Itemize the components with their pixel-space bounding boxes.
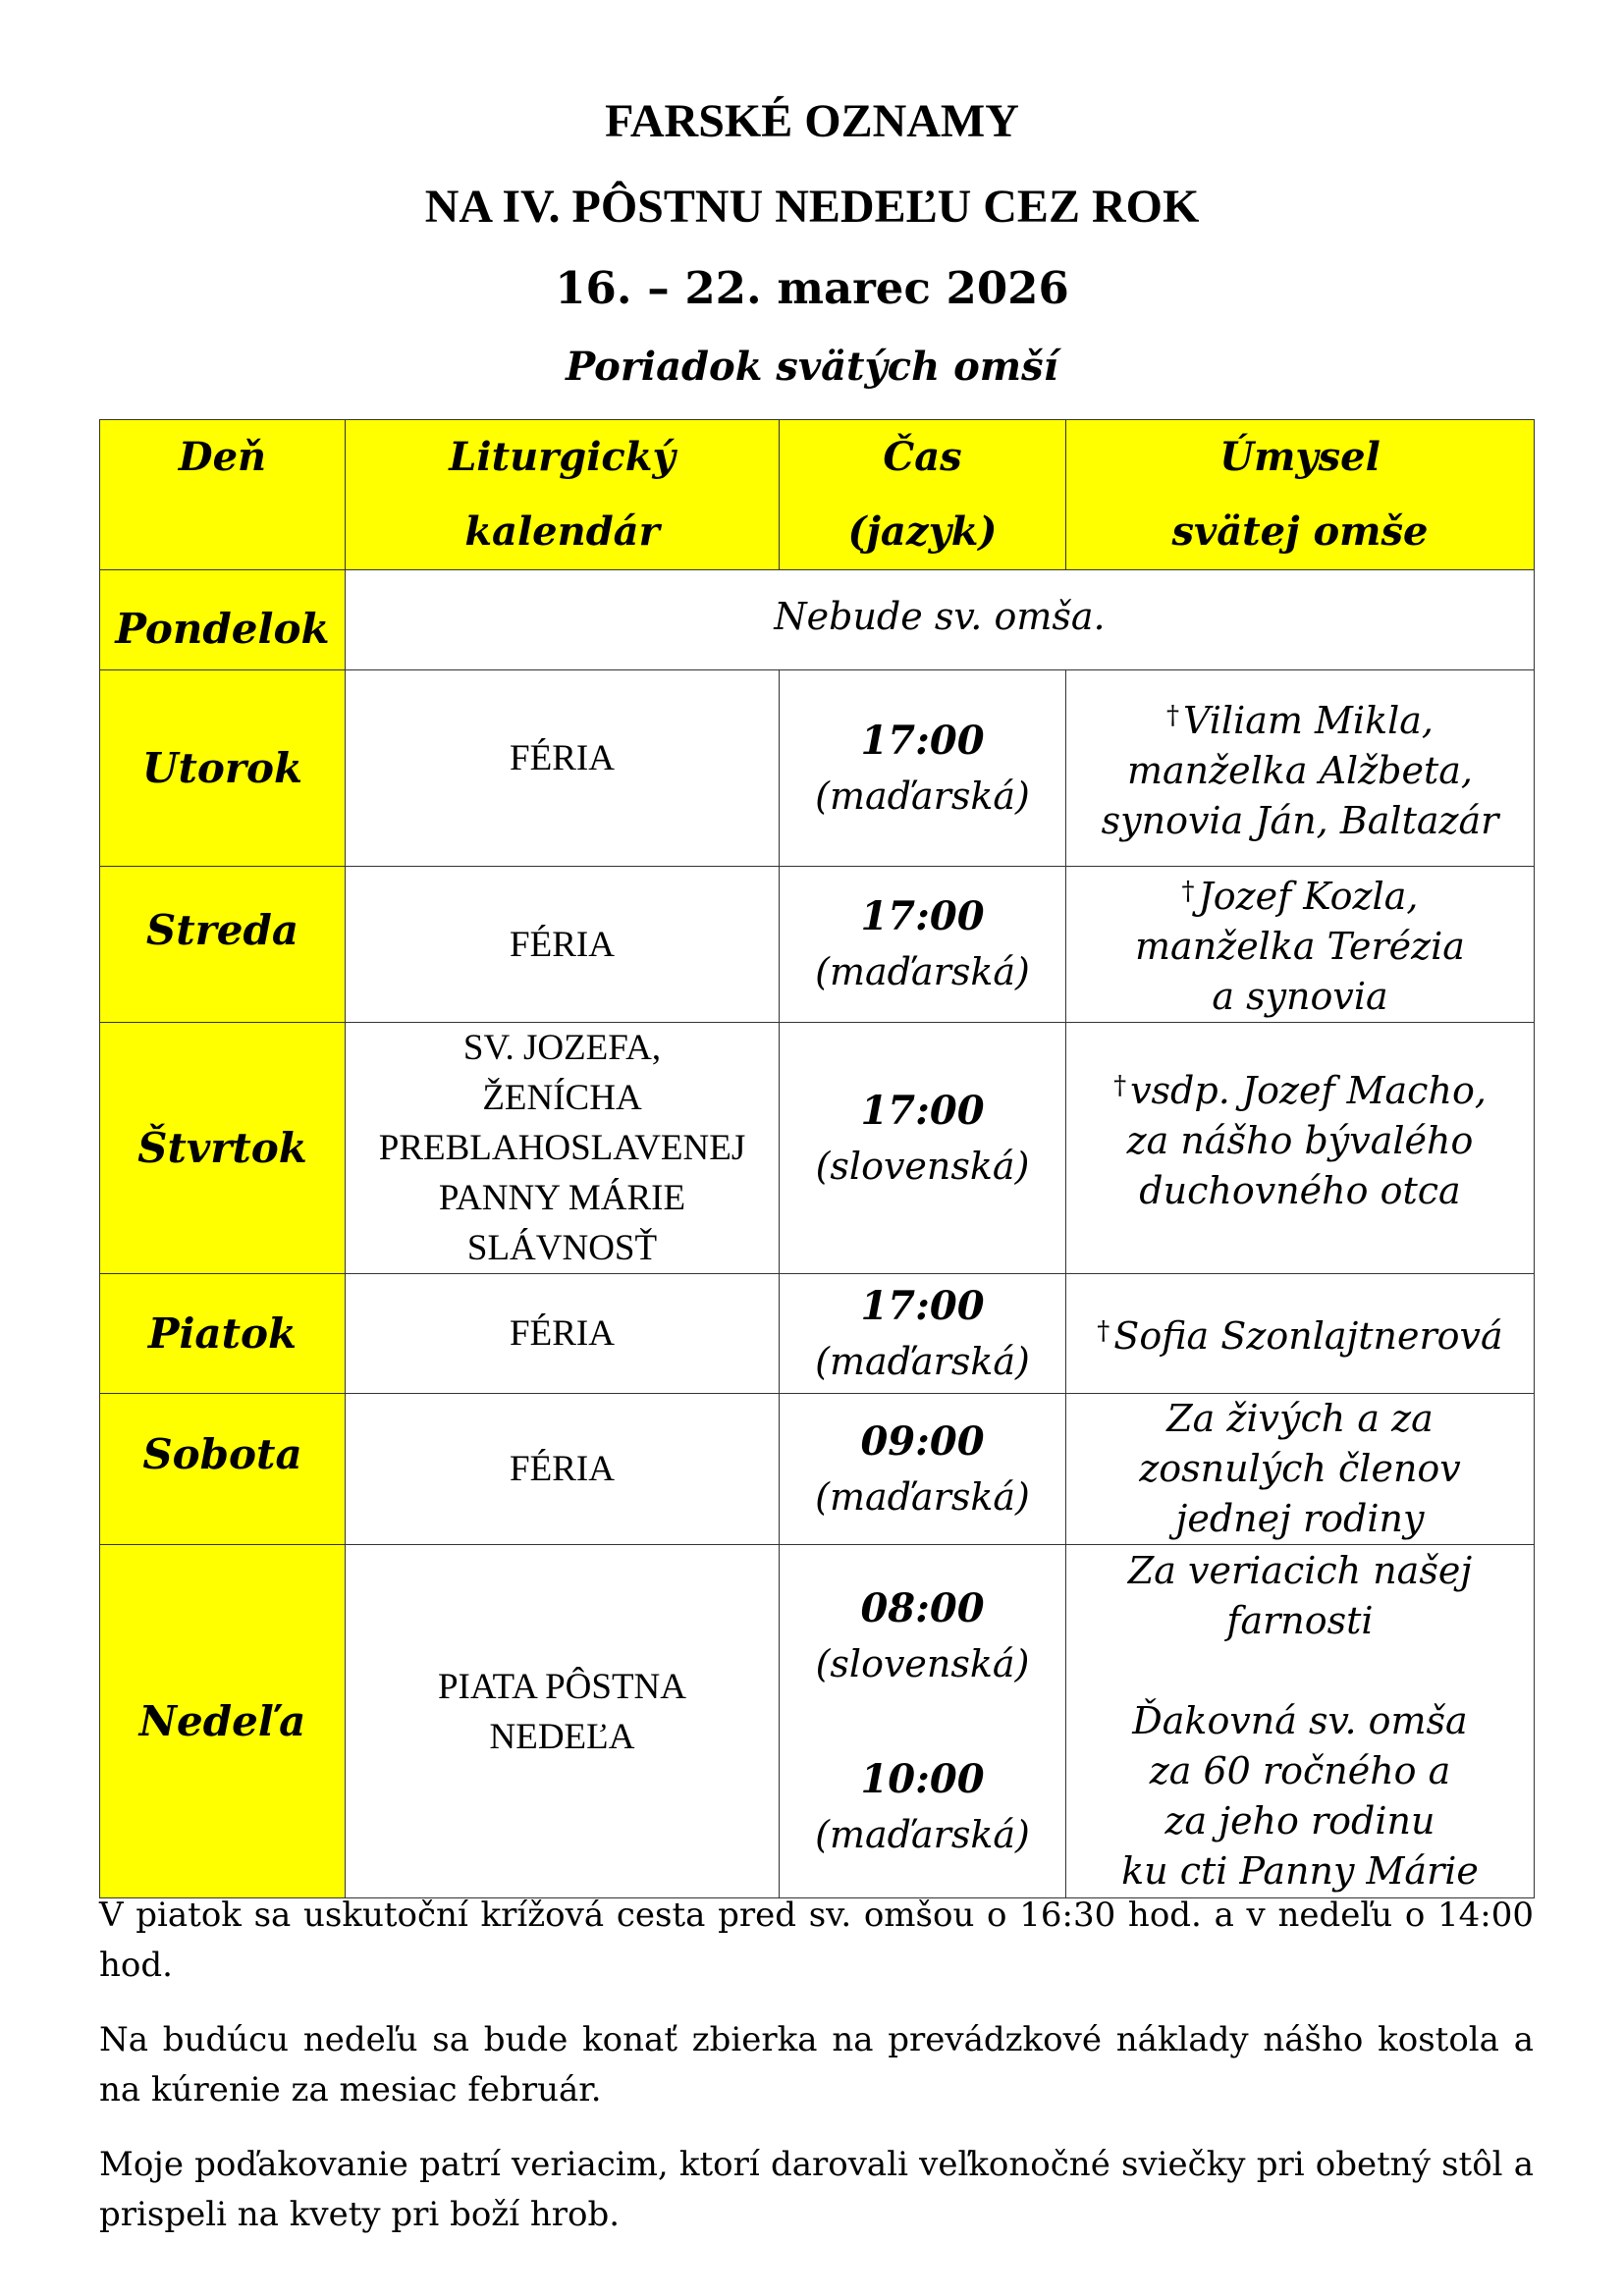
day-cell: Streda: [100, 867, 346, 1023]
intent-cell: † Viliam Mikla, manželka Alžbeta, synovia Ján, Baltazár: [1066, 670, 1535, 867]
liturgy-cell: FÉRIA: [346, 867, 780, 1023]
intent-cell: † Jozef Kozla, manželka Terézia a synovia: [1066, 867, 1535, 1023]
table-row: [100, 1545, 1535, 1898]
liturgy-cell: FÉRIA: [346, 1274, 780, 1394]
table-row: [100, 1274, 1535, 1394]
mass-time: 17:00: [860, 717, 985, 764]
table-row: [100, 670, 1535, 867]
mass-language: (slovenská): [815, 1641, 1030, 1685]
time-cell: [780, 1545, 1066, 1898]
time-cell: [780, 867, 1066, 1023]
cross-icon: †: [1181, 877, 1195, 906]
mass-time: 09:00: [860, 1417, 985, 1465]
day-cell: Sobota: [100, 1394, 346, 1545]
mass-time: 10:00: [860, 1755, 985, 1802]
intent-cell: † Sofia Szonlajtnerová: [1066, 1274, 1535, 1394]
announcement-paragraph: Na budúcu nedeľu sa bude konať zbierka na prevádzkové náklady nášho kostola a na kúrenie za mesiac február.: [99, 2020, 1534, 2109]
mass-language: (maďarská): [815, 950, 1030, 993]
day-cell: Štvrtok: [100, 1023, 346, 1274]
mass-language: (maďarská): [815, 774, 1030, 818]
header-day: Deň: [100, 420, 346, 570]
liturgy-cell: FÉRIA: [346, 1394, 780, 1545]
cross-icon: †: [1166, 700, 1179, 730]
announcement-paragraph: Moje poďakovanie patrí veriacim, ktorí darovali veľkonočné sviečky pri obetný stôl a prispeli na kvety pri boží hrob.: [99, 2145, 1534, 2234]
liturgy-cell: SV. JOZEFA, ŽENÍCHA PREBLAHOSLAVENEJ PANNY MÁRIE SLÁVNOSŤ: [346, 1023, 780, 1274]
time-cell: [780, 1023, 1066, 1274]
announcements: [99, 1891, 1534, 2265]
intent-cell: Za živých a za zosnulých členov jednej rodiny: [1066, 1394, 1535, 1545]
mass-time: 08:00: [860, 1584, 985, 1631]
day-cell: Nedeľa: [100, 1545, 346, 1898]
title-line-2: NA IV. PÔSTNU NEDEĽU CEZ ROK: [424, 181, 1200, 233]
mass-language: (maďarská): [815, 1812, 1030, 1856]
announcement-paragraph: V piatok sa uskutoční krížová cesta pred sv. omšou o 16:30 hod. a v nedeľu o 14:00 hod.: [99, 1896, 1534, 1985]
cross-icon: †: [1113, 1070, 1127, 1100]
time-cell: [780, 1274, 1066, 1394]
liturgy-cell: FÉRIA: [346, 670, 780, 867]
liturgy-cell: PIATA PÔSTNA NEDEĽA: [346, 1545, 780, 1898]
time-cell: [780, 670, 1066, 867]
day-cell: Piatok: [100, 1274, 346, 1394]
table-row: [100, 1023, 1535, 1274]
date-range: 16. – 22. marec 2026: [555, 262, 1069, 314]
mass-language: (slovenská): [815, 1144, 1030, 1188]
mass-time: 17:00: [860, 1282, 985, 1329]
mass-time: 17:00: [860, 1087, 985, 1134]
intent-cell: † vsdp. Jozef Macho, za nášho bývalého duchovného otca: [1066, 1023, 1535, 1274]
no-mass-note: Nebude sv. omša.: [346, 570, 1535, 670]
table-row: [100, 1394, 1535, 1545]
header-time: Čas (jazyk): [780, 420, 1066, 570]
header-intent: Úmysel svätej omše: [1066, 420, 1535, 570]
table-row: [100, 570, 1535, 670]
time-cell: [780, 1394, 1066, 1545]
mass-language: (maďarská): [815, 1474, 1030, 1519]
cross-icon: †: [1097, 1315, 1110, 1346]
day-cell: Pondelok: [100, 570, 346, 670]
mass-time: 17:00: [860, 893, 985, 939]
mass-language: (maďarská): [815, 1339, 1030, 1383]
intent-cell: Za veriacich našej farnosti Ďakovná sv. omša za 60 ročného a za jeho rodinu ku cti Panny Márie: [1066, 1545, 1535, 1898]
day-cell: Utorok: [100, 670, 346, 867]
mass-schedule-table: [99, 419, 1535, 1898]
header-row: [100, 420, 1535, 570]
table-row: [100, 867, 1535, 1023]
schedule-subtitle: Poriadok svätých omší: [566, 344, 1058, 390]
title-line-1: FARSKÉ OZNAMY: [605, 95, 1019, 147]
header-liturgy: Liturgický kalendár: [346, 420, 780, 570]
